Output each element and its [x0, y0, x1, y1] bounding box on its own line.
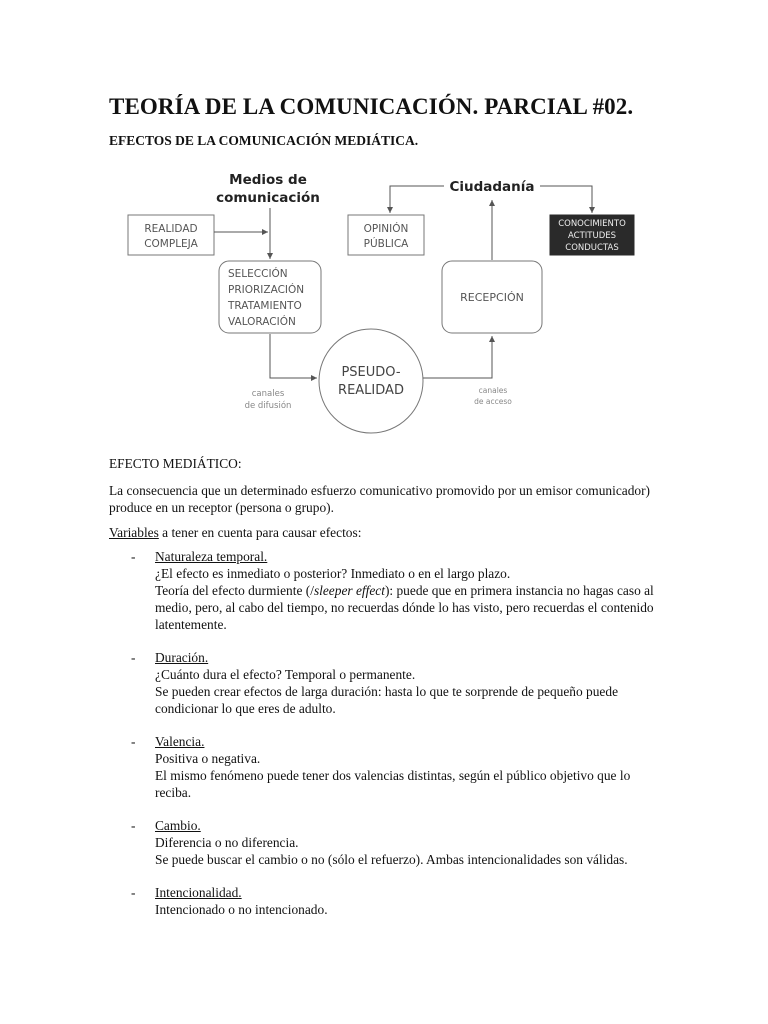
pseudo-text-line2: REALIDAD — [338, 383, 404, 398]
conocimiento-line1: CONOCIMIENTO — [558, 219, 626, 229]
list-item: - Valencia. Positiva o negativa. El mismo fenómeno puede tener dos valencias distintas, según el público objetivo que lo reciba. — [109, 733, 669, 801]
item-title: Valencia. — [155, 734, 205, 749]
seleccion-line1: SELECCIÓN — [228, 268, 288, 280]
realidad-text-line2: COMPLEJA — [144, 238, 198, 250]
item-line: ¿El efecto es inmediato o posterior? Inmediato o en el largo plazo. — [155, 566, 511, 581]
efecto-mediatico-heading: EFECTO MEDIÁTICO: — [109, 456, 242, 471]
item-line: El mismo fenómeno puede tener dos valencias distintas, según el público objetivo que lo reciba. — [155, 768, 631, 800]
item-title: Intencionalidad. — [155, 885, 242, 900]
seleccion-line4: VALORACIÓN — [228, 316, 296, 328]
opinion-text-line1: OPINIÓN — [363, 223, 409, 235]
pseudo-text-line1: PSEUDO- — [341, 365, 401, 380]
variables-word: Variables — [109, 525, 159, 540]
list-item: - Cambio. Diferencia o no diferencia. Se puede buscar el cambio o no (sólo el refuerzo). Ambas intencionalidades son válidas. — [109, 817, 669, 868]
conocimiento-line3: CONDUCTAS — [565, 243, 619, 253]
item-line: Teoría del efecto durmiente (/sleeper effect): puede que en primera instancia no hagas caso al medio, pero, al cabo del tiempo, no recuerdas dónde lo has visto, pero recuerdas el contenido latentemente. — [155, 583, 654, 632]
list-item: - Duración. ¿Cuánto dura el efecto? Temporal o permanente. Se pueden crear efectos de larga duración: hasta lo que te sorprende de pequeño puede condicionar lo que eres de adulto. — [109, 649, 669, 717]
medios-label-line2: comunicación — [216, 190, 320, 206]
document-title: TEORÍA DE LA COMUNICACIÓN. PARCIAL #02. — [109, 94, 634, 119]
canales-acceso-line1: canales — [478, 386, 508, 395]
opinion-text-line2: PÚBLICA — [363, 238, 409, 250]
conocimiento-line2: ACTITUDES — [567, 231, 617, 241]
communication-effects-diagram — [120, 160, 640, 440]
canales-difusion-line2: de difusión — [244, 401, 292, 411]
item-title: Naturaleza temporal. — [155, 549, 268, 564]
definition-paragraph: La consecuencia que un determinado esfuerzo comunicativo promovido por un emisor comunicador) produce en un receptor (persona o grupo). — [109, 483, 651, 515]
arrow-pseudo-to-recepcion — [423, 336, 492, 378]
item-line: Diferencia o no diferencia. — [155, 835, 299, 850]
item-line: Positiva o negativa. — [155, 751, 261, 766]
section-subtitle: EFECTOS DE LA COMUNICACIÓN MEDIÁTICA. — [109, 133, 419, 148]
variables-list — [109, 548, 669, 934]
seleccion-line2: PRIORIZACIÓN — [228, 284, 305, 296]
arrow-seleccion-to-pseudo — [270, 334, 317, 378]
realidad-text-line1: REALIDAD — [144, 223, 198, 235]
recepcion-text: RECEPCIÓN — [460, 291, 524, 304]
seleccion-line3: TRATAMIENTO — [228, 300, 302, 312]
list-item: - Naturaleza temporal. ¿El efecto es inmediato o posterior? Inmediato o en el largo plazo. Teoría del efecto durmiente (/sleeper effect): puede que en primera instancia no hagas caso al medio, pero, al cabo del tiempo, no recuerdas dónde lo has visto, pero recuerdas el contenido latentemente. — [109, 548, 669, 633]
canales-difusion-line1: canales — [251, 389, 285, 399]
item-line: ¿Cuánto dura el efecto? Temporal o permanente. — [155, 667, 416, 682]
list-item: - Intencionalidad. Intencionado o no intencionado. — [109, 884, 669, 918]
item-line: Se pueden crear efectos de larga duración: hasta lo que te sorprende de pequeño puede condicionar lo que eres de adulto. — [155, 684, 619, 716]
medios-label-line1: Medios de — [229, 172, 307, 188]
pseudo-realidad-circle — [319, 329, 423, 433]
item-line: Intencionado o no intencionado. — [155, 902, 328, 917]
variables-intro — [109, 524, 669, 541]
arrow-ciudadania-to-conocimiento — [540, 186, 592, 213]
arrow-ciudadania-to-opinion — [390, 186, 444, 213]
ciudadania-label: Ciudadanía — [449, 179, 535, 195]
variables-rest: a tener en cuenta para causar efectos: — [158, 525, 362, 540]
item-line: Se puede buscar el cambio o no (sólo el refuerzo). Ambas intencionalidades son válidas. — [155, 852, 628, 867]
item-title: Cambio. — [155, 818, 201, 833]
canales-acceso-line2: de acceso — [474, 397, 512, 406]
item-title: Duración. — [155, 650, 209, 665]
